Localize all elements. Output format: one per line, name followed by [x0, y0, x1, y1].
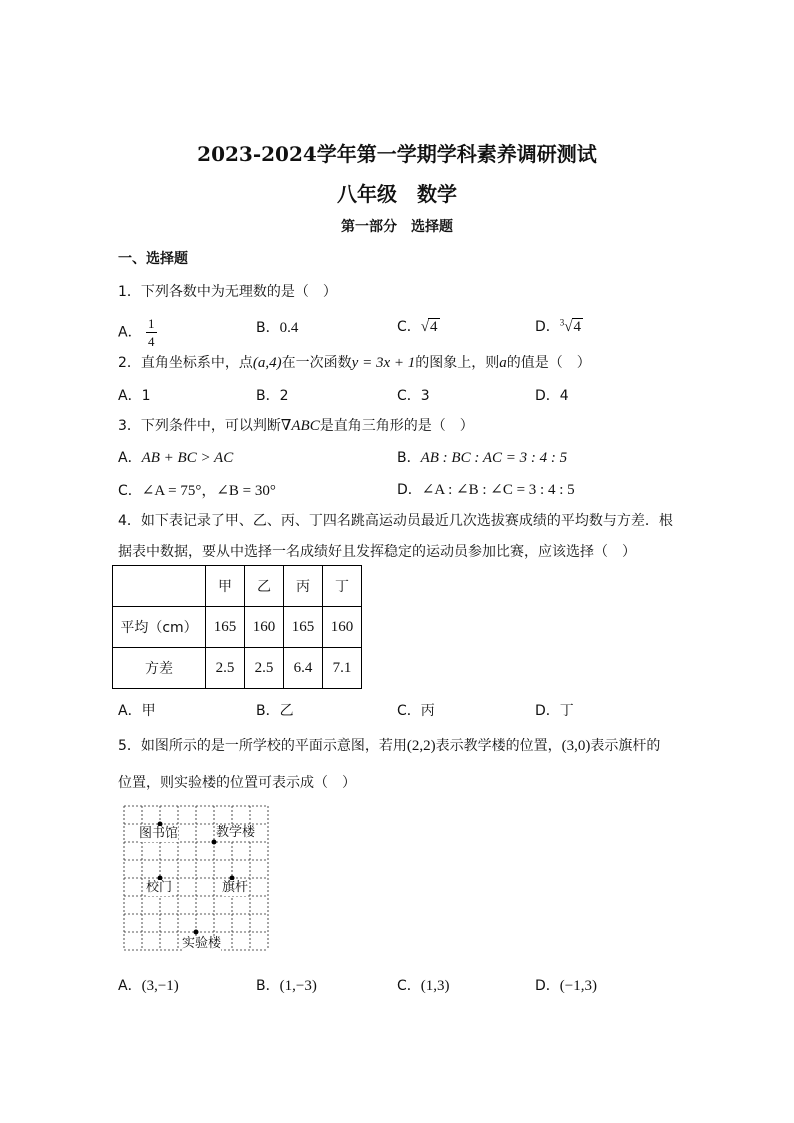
map-label-library: 图书馆: [139, 826, 179, 841]
q4-option-c: C．丙: [397, 703, 435, 719]
q1-option-a: A． $\frac{1}{4}$: [118, 316, 155, 349]
table-cell: 160: [245, 607, 284, 648]
table-row: [113, 648, 362, 689]
q5-option-c: C．(1,3): [397, 978, 450, 994]
table-header-cell: 乙: [245, 566, 284, 607]
q1-option-c: C．√4: [397, 319, 438, 335]
table-header-cell: 丙: [284, 566, 323, 607]
table-header-cell: [113, 566, 206, 607]
table-cell: 2.5: [206, 648, 245, 689]
q3-option-b: B．AB : BC : AC = 3 : 4 : 5: [397, 450, 568, 466]
table-cell: 165: [206, 607, 245, 648]
question-3-stem: 3．下列条件中，可以判断∇ABC是直角三角形的是（ ）: [118, 418, 474, 434]
athlete-stats-table: [112, 565, 362, 689]
table-cell: 平均（cm）: [113, 607, 206, 648]
exam-title: 2023-2024学年第一学期学科素养调研测试: [197, 142, 597, 166]
table-cell: 2.5: [245, 648, 284, 689]
table-cell: 7.1: [323, 648, 362, 689]
q2-option-c: C．3: [397, 388, 430, 404]
q4-option-d: D．丁: [535, 703, 574, 719]
q4-option-a: A．甲: [118, 703, 156, 719]
q5-option-a: A．(3,−1): [118, 978, 179, 994]
q1-option-d: D．$^3$√4: [535, 317, 582, 335]
q4-option-b: B．乙: [256, 703, 294, 719]
table-cell: 160: [323, 607, 362, 648]
q1-option-b: B．0.4: [256, 320, 299, 336]
map-label-flagpole: 旗杆: [222, 880, 249, 895]
q5-option-d: D．(−1,3): [535, 978, 597, 994]
q2-option-a: A．1: [118, 388, 151, 404]
section-title: 一、选择题: [118, 251, 188, 267]
q2-option-d: D．4: [535, 388, 569, 404]
question-2-stem: 2．直角坐标系中，点(a,4)在一次函数y = 3x + 1的图象上，则a的值是（ ）: [118, 355, 591, 371]
part-title: 第一部分 选择题: [341, 219, 453, 235]
map-label-teaching: 教学楼: [216, 825, 256, 840]
question-1-stem: 1．下列各数中为无理数的是（ ）: [118, 284, 337, 300]
table-header-cell: 甲: [206, 566, 245, 607]
q3-option-a: A．AB + BC > AC: [118, 450, 234, 466]
q3-option-c: C．∠A = 75°，∠B = 30°: [118, 483, 276, 499]
table-header-row: [113, 566, 362, 607]
q5-option-b: B．(1,−3): [256, 978, 317, 994]
table-cell: 165: [284, 607, 323, 648]
map-label-lab: 实验楼: [182, 936, 222, 951]
q3-option-d: D．∠A : ∠B : ∠C = 3 : 4 : 5: [397, 482, 575, 498]
grade-subject: 八年级 数学: [337, 182, 457, 206]
table-header-cell: 丁: [323, 566, 362, 607]
table-row: [113, 607, 362, 648]
question-5-stem-line1: 5．如图所示的是一所学校的平面示意图，若用(2,2)表示教学楼的位置，(3,0)表示旗杆的: [118, 738, 661, 754]
question-4-stem-line2: 据表中数据，要从中选择一名成绩好且发挥稳定的运动员参加比赛，应该选择（ ）: [118, 544, 636, 560]
q2-option-b: B．2: [256, 388, 289, 404]
table-cell: 方差: [113, 648, 206, 689]
map-label-gate: 校门: [146, 880, 173, 895]
question-4-stem-line1: 4．如下表记录了甲、乙、丙、丁四名跳高运动员最近几次选拔赛成绩的平均数与方差．根: [118, 513, 673, 529]
question-5-stem-line2: 位置，则实验楼的位置可表示成（ ）: [118, 775, 356, 791]
table-cell: 6.4: [284, 648, 323, 689]
lab-building-point: [194, 930, 199, 935]
